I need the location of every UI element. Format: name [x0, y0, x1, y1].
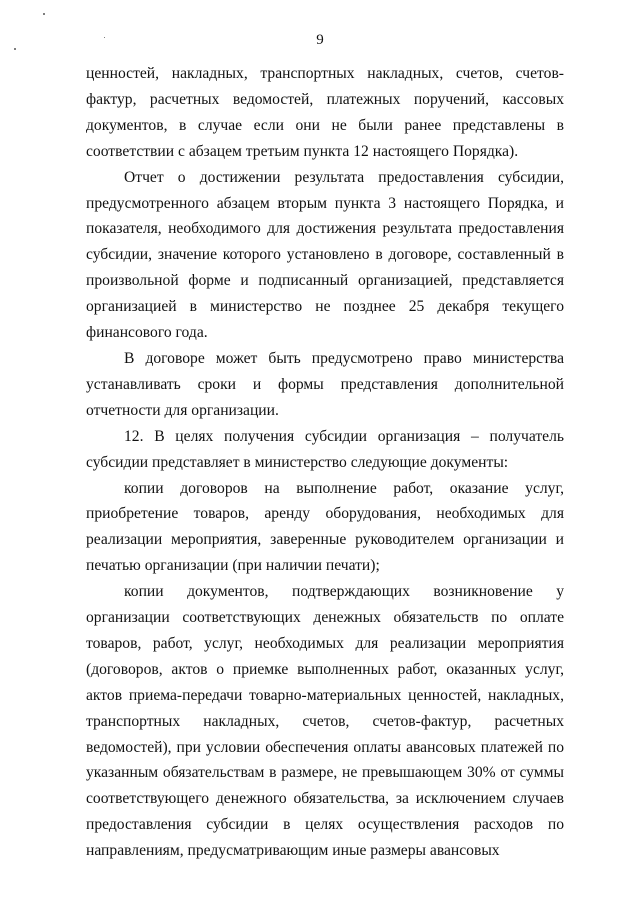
paragraph: Отчет о достижении результата предоставления субсидии, предусмотренного абзацем вторым пункта 3 настоящего Порядка, и показателя, необходимого для достижения результата предоставления субсидии, значение которого установлено в договоре, составленный в произвольной форме и подписанный организацией, представляется организацией в министерство не позднее 25 декабря текущего финансового года.: [86, 168, 564, 342]
paragraph: копии документов, подтверждающих возникновение у организации соответствующих денежных обязательств по оплате товаров, работ, услуг, необходимых для реализации мероприятия (договоров, актов о приемке выполненных работ, оказанных услуг, актов приема-передачи товарно-материальных ценностей, накладных, транспортных накладных, счетов, счетов-фактур, расчетных ведомостей), при условии обеспечения оплаты авансовых платежей по указанным обязательствам в размере, не превышающем 30% от суммы соответствующего денежного обязательства, за исключением случаев предоставления субсидии в целях осуществления расходов по направлениям, предусматривающим иные размеры авансовых: [86, 583, 564, 860]
paragraph: копии договоров на выполнение работ, оказание услуг, приобретение товаров, аренду оборудования, необходимых для реализации мероприятия, заверенные руководителем организации и печатью организации (при наличии печати);: [86, 479, 564, 575]
paragraph: 12. В целях получения субсидии организация – получатель субсидии представляет в министерство следующие документы:: [86, 427, 564, 471]
page-number: 9: [316, 32, 324, 48]
scan-speck: [43, 13, 45, 15]
paragraph: В договоре может быть предусмотрено право министерства устанавливать сроки и формы представления дополнительной отчетности для организации.: [86, 349, 564, 419]
paragraph: ценностей, накладных, транспортных накладных, счетов, счетов-фактур, расчетных ведомостей, платежных поручений, кассовых документов, в случае если они не были ранее представлены в соответствии с абзацем третьим пункта 12 настоящего Порядка).: [86, 65, 564, 160]
document-body: [86, 61, 564, 864]
